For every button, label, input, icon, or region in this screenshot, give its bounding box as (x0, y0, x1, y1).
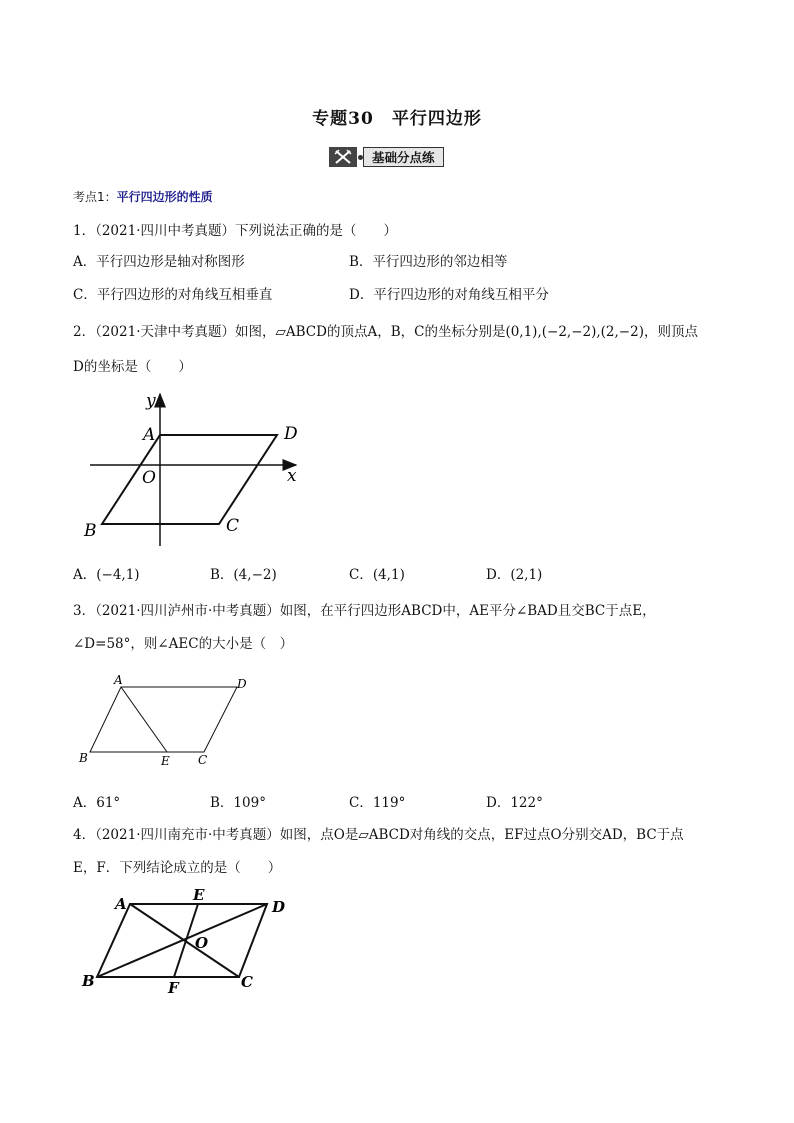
q2-option-a: A．(−4,1) (73, 567, 140, 583)
q3-stem-line2: ∠D=58°，则∠AEC的大小是（ ） (73, 636, 294, 652)
label-o: O (142, 468, 156, 488)
label-d: D (284, 424, 298, 444)
label-d: D (272, 898, 286, 916)
label-c: C (241, 973, 253, 991)
diagonal-bd (97, 904, 267, 977)
q3-figure (74, 670, 264, 770)
label-e: E (161, 754, 170, 768)
parallelogram-abcd (102, 435, 277, 524)
segment-ae (121, 687, 167, 752)
q3-option-a: A．61° (73, 795, 121, 811)
label-b: B (84, 521, 97, 541)
q2-option-d: D．(2,1) (486, 567, 543, 583)
q4-stem-line1: 4．（2021·四川南充市·中考真题）如图，点O是▱ABCD对角线的交点，EF过点O分别交AD，BC于点 (73, 827, 684, 843)
label-c: C (226, 516, 240, 536)
q3-option-d: D．122° (486, 795, 543, 811)
section-prefix: 考点1： (73, 190, 117, 204)
label-o: O (195, 934, 209, 952)
page-title: 专题30 平行四边形 (312, 109, 482, 129)
q2-option-b: B．(4,−2) (210, 567, 277, 583)
q1-option-c: C．平行四边形的对角线互相垂直 (73, 287, 273, 303)
q2-option-c: C．(4,1) (349, 567, 405, 583)
q2-figure (80, 388, 310, 548)
q4-stem-line2: E，F．下列结论成立的是（ ） (73, 860, 282, 876)
q2-stem-line2: D的坐标是（ ） (73, 359, 192, 375)
label-b: B (79, 751, 88, 765)
section-heading (73, 188, 213, 205)
q4-figure (78, 884, 298, 996)
q1-option-b: B．平行四边形的邻边相等 (349, 254, 508, 270)
q2-stem-line1: 2．（2021·天津中考真题）如图，▱ABCD的顶点A，B，C的坐标分别是(0,1),(−2,−2),(2,−2)，则顶点 (73, 324, 698, 340)
q3-option-c: C．119° (349, 795, 406, 811)
parallelogram-abcd (90, 687, 237, 752)
crossed-swords-icon (329, 147, 357, 167)
label-a: A (143, 425, 156, 445)
label-d: D (237, 677, 247, 691)
q3-stem-line1: 3．（2021·四川泸州市·中考真题）如图，在平行四边形ABCD中，AE平分∠BAD且交BC于点E， (73, 603, 656, 619)
q1-stem: 1．（2021·四川中考真题）下列说法正确的是（ ） (73, 223, 397, 239)
label-y: y (146, 391, 156, 411)
label-e: E (193, 886, 205, 904)
label-a: A (114, 673, 123, 687)
label-f: F (168, 979, 179, 996)
q1-option-a: A．平行四边形是轴对称图形 (73, 254, 245, 270)
label-x: x (287, 466, 297, 486)
label-b: B (82, 972, 95, 990)
q1-option-d: D．平行四边形的对角线互相平分 (349, 287, 549, 303)
label-c: C (198, 753, 208, 767)
section-badge (329, 147, 444, 167)
q3-option-b: B．109° (210, 795, 266, 811)
label-a: A (115, 895, 127, 913)
badge-label: 基础分点练 (363, 147, 444, 167)
section-topic: 平行四边形的性质 (116, 190, 213, 204)
